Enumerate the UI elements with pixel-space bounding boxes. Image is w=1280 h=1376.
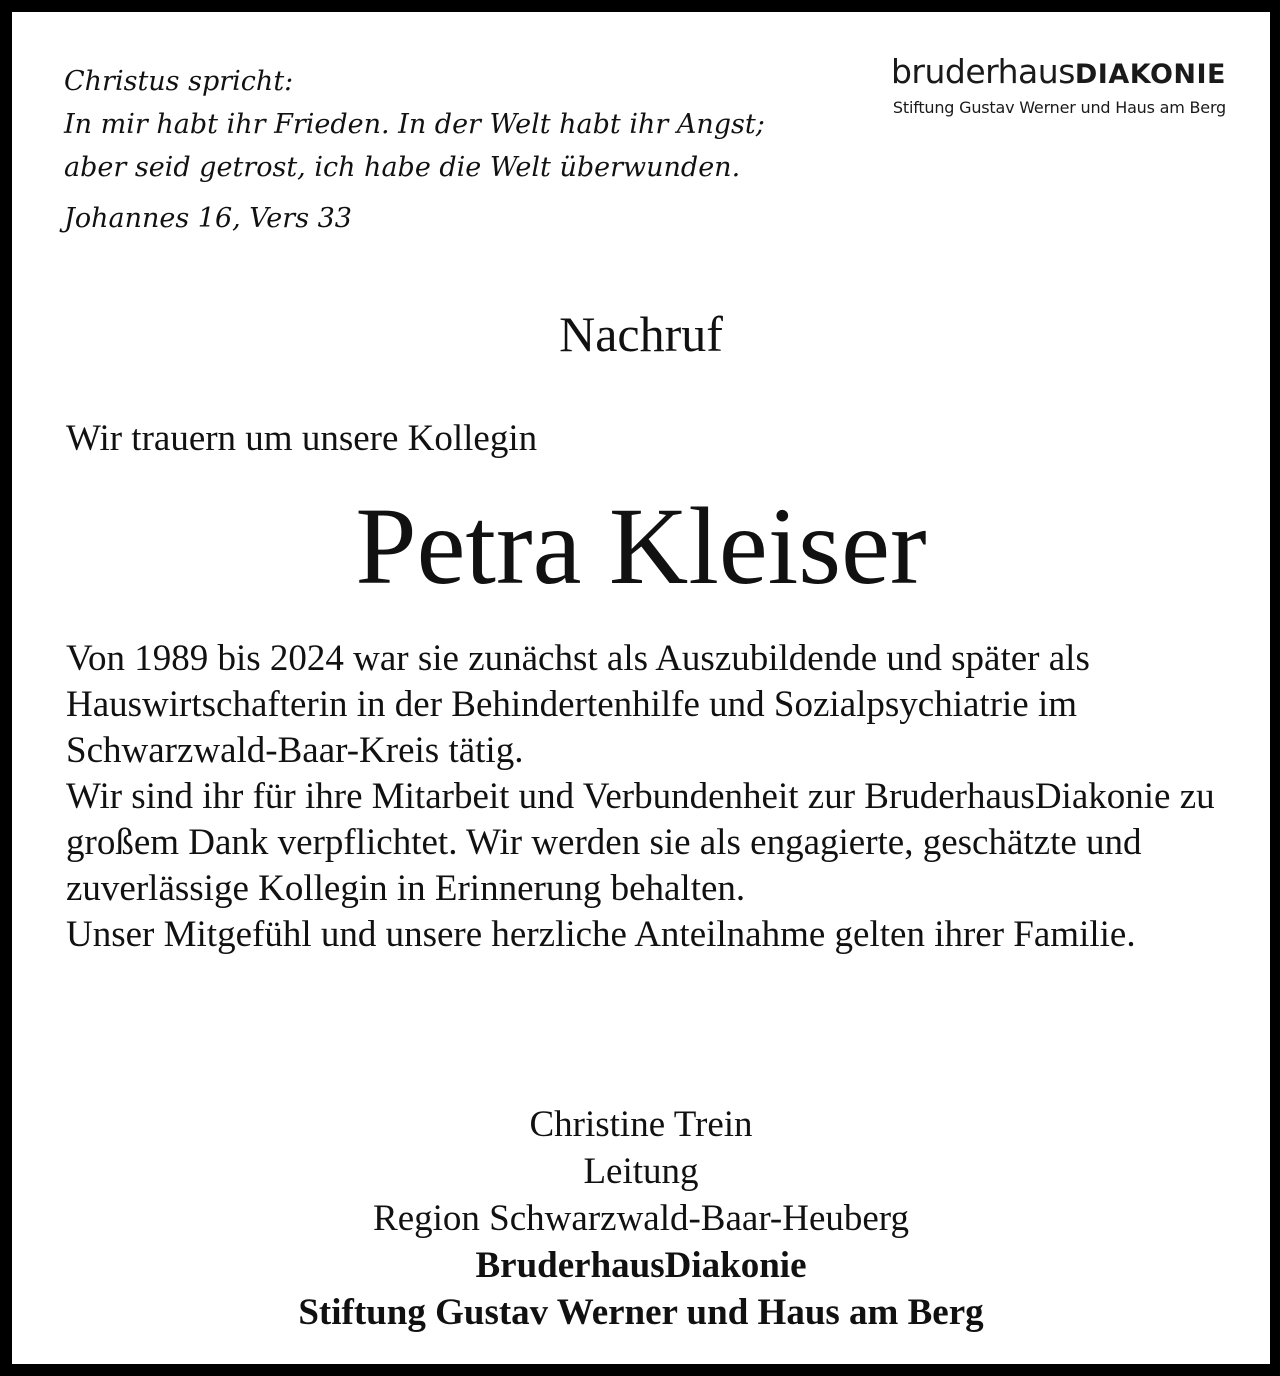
signature-foundation: Stiftung Gustav Werner und Haus am Berg — [298, 1292, 984, 1333]
logo-subtitle: Stiftung Gustav Werner und Haus am Berg — [892, 98, 1226, 117]
quote-line: In mir habt ihr Frieden. In der Welt habt ihr Angst; — [64, 109, 765, 140]
logo-wordmark-light: bruderhaus — [890, 52, 1075, 91]
deceased-name: Petra Kleiser — [355, 485, 927, 607]
body-paragraph: Unser Mitgefühl und unsere herzliche Anteilnahme gelten ihrer Familie. — [66, 914, 1136, 955]
body-paragraph: Wir sind ihr für ihre Mitarbeit und Verbundenheit zur BruderhausDiakonie zu großem Dank verpflichtet. Wir werden sie als engagierte, geschätzte und zuverlässige Kollegin in Erinnerung behalten. — [66, 776, 1215, 909]
signature-region: Region Schwarzwald-Baar-Heuberg — [373, 1198, 909, 1239]
signature-organization: BruderhausDiakonie — [475, 1245, 807, 1286]
signature-block — [12, 1101, 1270, 1336]
notice-heading: Nachruf — [559, 306, 723, 362]
logo-wordmark — [891, 52, 1226, 95]
logo-wordmark-bold: DIAKONIE — [1074, 59, 1226, 90]
body-paragraph: Von 1989 bis 2024 war sie zunächst als Auszubildende und später als Hauswirtschafterin in der Behindertenhilfe und Sozialpsychiatrie im Schwarzwald-Baar-Kreis tätig. — [66, 638, 1090, 771]
quote-line: Christus spricht: — [64, 66, 294, 97]
bible-quote — [64, 60, 824, 240]
signature-person: Christine Trein — [529, 1104, 753, 1145]
bruderhaus-diakonie-logo — [891, 52, 1226, 119]
intro-line: Wir trauern um unsere Kollegin — [66, 418, 538, 459]
notice-body — [66, 636, 1246, 958]
signature-role: Leitung — [583, 1151, 699, 1192]
quote-line: aber seid getrost, ich habe die Welt überwunden. — [64, 152, 741, 183]
quote-reference: Johannes 16, Vers 33 — [64, 203, 352, 234]
